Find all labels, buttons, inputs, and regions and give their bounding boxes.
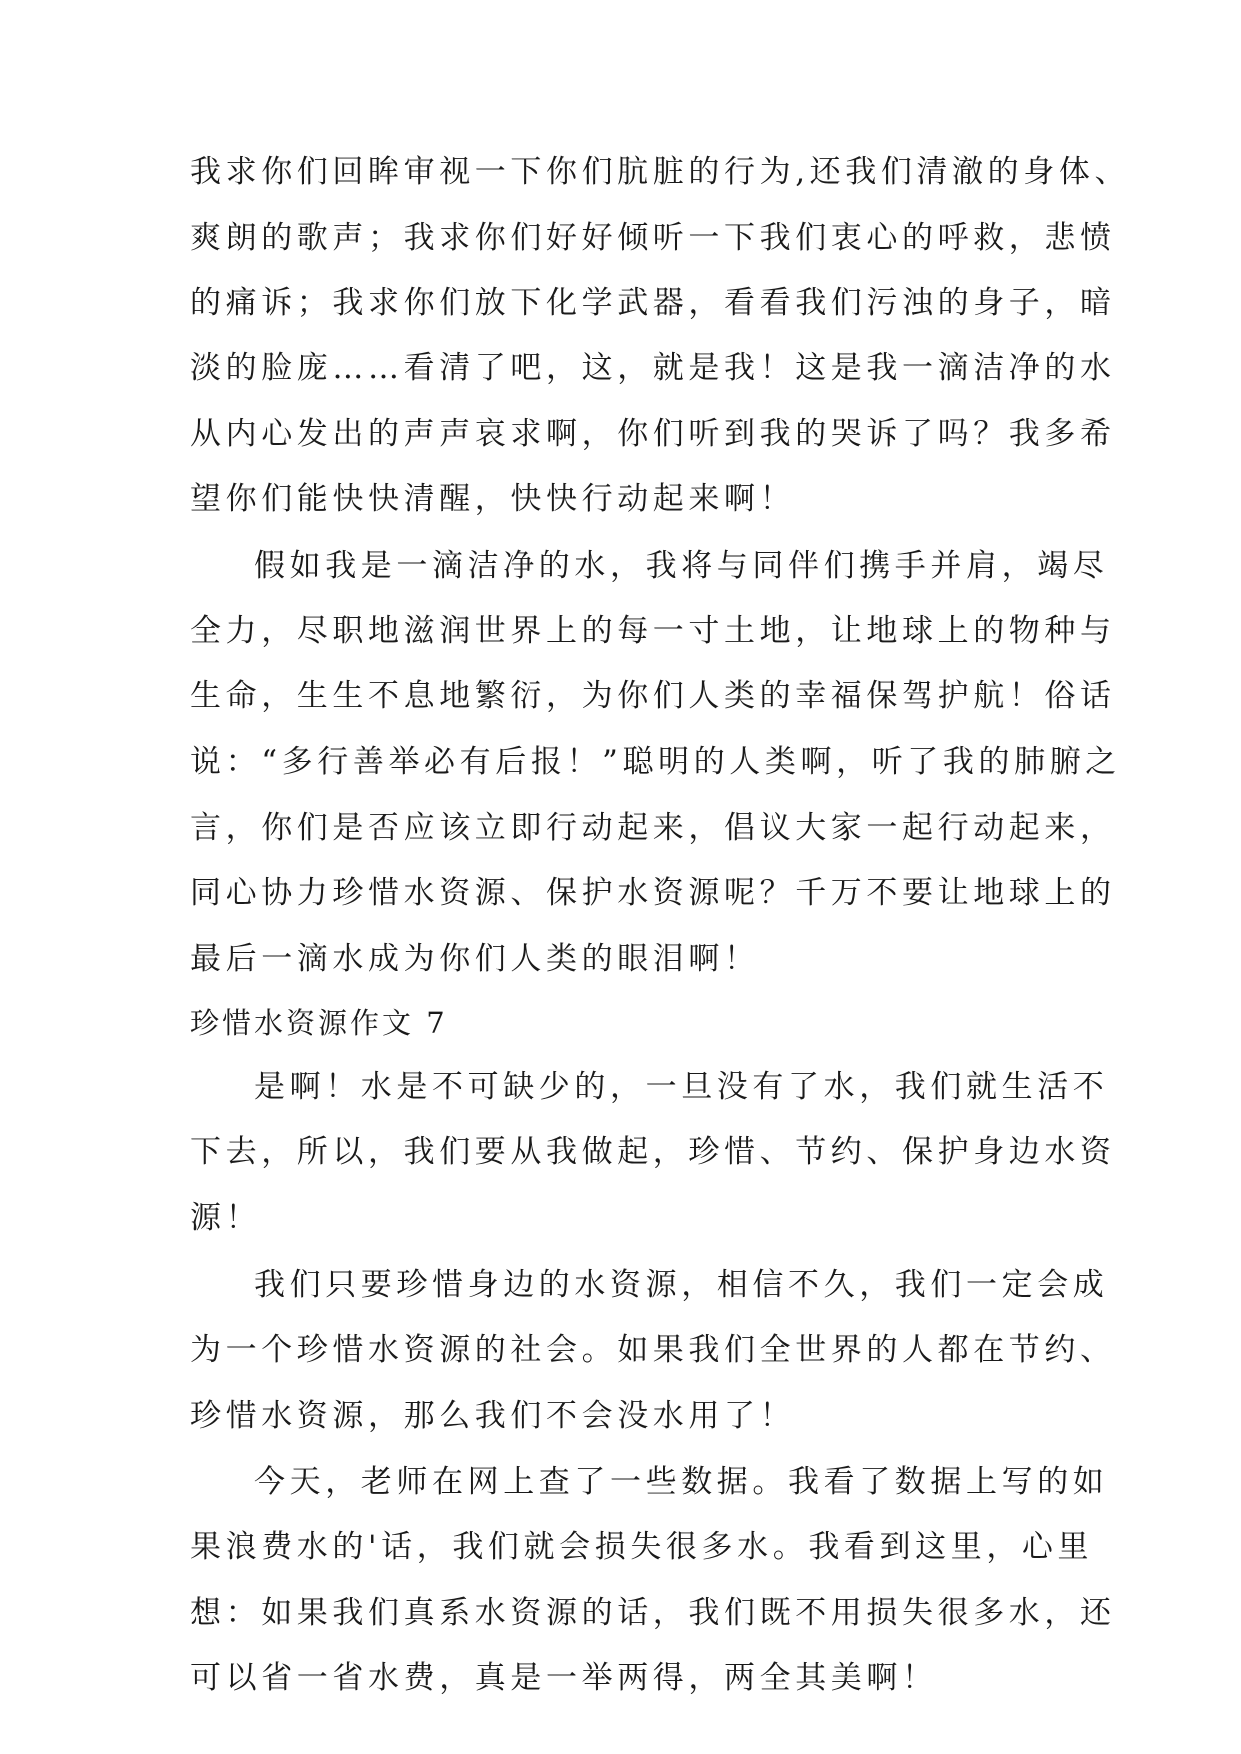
text-line: 全力，尽职地滋润世界上的每一寸土地，让地球上的物种与 — [190, 613, 1116, 649]
section-heading: 珍惜水资源作文 7 — [190, 1006, 448, 1040]
text-line: 下去，所以，我们要从我做起，珍惜、节约、保护身边水资 — [190, 1134, 1116, 1170]
paragraph-first-line: 是啊！水是不可缺少的，一旦没有了水，我们就生活不 — [254, 1069, 1109, 1105]
text-line: 同心协力珍惜水资源、保护水资源呢？千万不要让地球上的 — [190, 875, 1116, 911]
text-line: 果浪费水的'话，我们就会损失很多水。我看到这里，心里 — [190, 1529, 1094, 1565]
text-line: 言，你们是否应该立即行动起来，倡议大家一起行动起来， — [190, 810, 1116, 846]
text-line: 可以省一省水费，真是一举两得，两全其美啊！ — [190, 1660, 938, 1696]
text-line: 爽朗的歌声；我求你们好好倾听一下我们衷心的呼救，悲愤 — [190, 220, 1116, 256]
text-line: 望你们能快快清醒，快快行动起来啊！ — [190, 481, 796, 517]
text-line: 从内心发出的声声哀求啊，你们听到我的哭诉了吗？我多希 — [190, 416, 1116, 452]
text-line: 我求你们回眸审视一下你们肮脏的行为,还我们清澈的身体、 — [190, 154, 1131, 190]
text-line: 最后一滴水成为你们人类的眼泪啊！ — [190, 941, 760, 977]
text-line: 想：如果我们真系水资源的话，我们既不用损失很多水，还 — [190, 1595, 1116, 1631]
paragraph-first-line: 今天，老师在网上查了一些数据。我看了数据上写的如 — [254, 1464, 1109, 1500]
paragraph-first-line: 假如我是一滴洁净的水，我将与同伴们携手并肩，竭尽 — [254, 548, 1109, 584]
text-line: 说：“多行善举必有后报！”聪明的人类啊，听了我的肺腑之 — [190, 744, 1121, 780]
text-line: 淡的脸庞……看清了吧，这，就是我！这是我一滴洁净的水 — [190, 350, 1116, 386]
text-line: 为一个珍惜水资源的社会。如果我们全世界的人都在节约、 — [190, 1332, 1116, 1368]
text-line: 源！ — [190, 1200, 262, 1236]
text-line: 的痛诉；我求你们放下化学武器，看看我们污浊的身子，暗 — [190, 285, 1116, 321]
paragraph-first-line: 我们只要珍惜身边的水资源，相信不久，我们一定会成 — [254, 1267, 1109, 1303]
text-line: 生命，生生不息地繁衍，为你们人类的幸福保驾护航！俗话 — [190, 678, 1116, 714]
text-line: 珍惜水资源，那么我们不会没水用了！ — [190, 1398, 796, 1434]
